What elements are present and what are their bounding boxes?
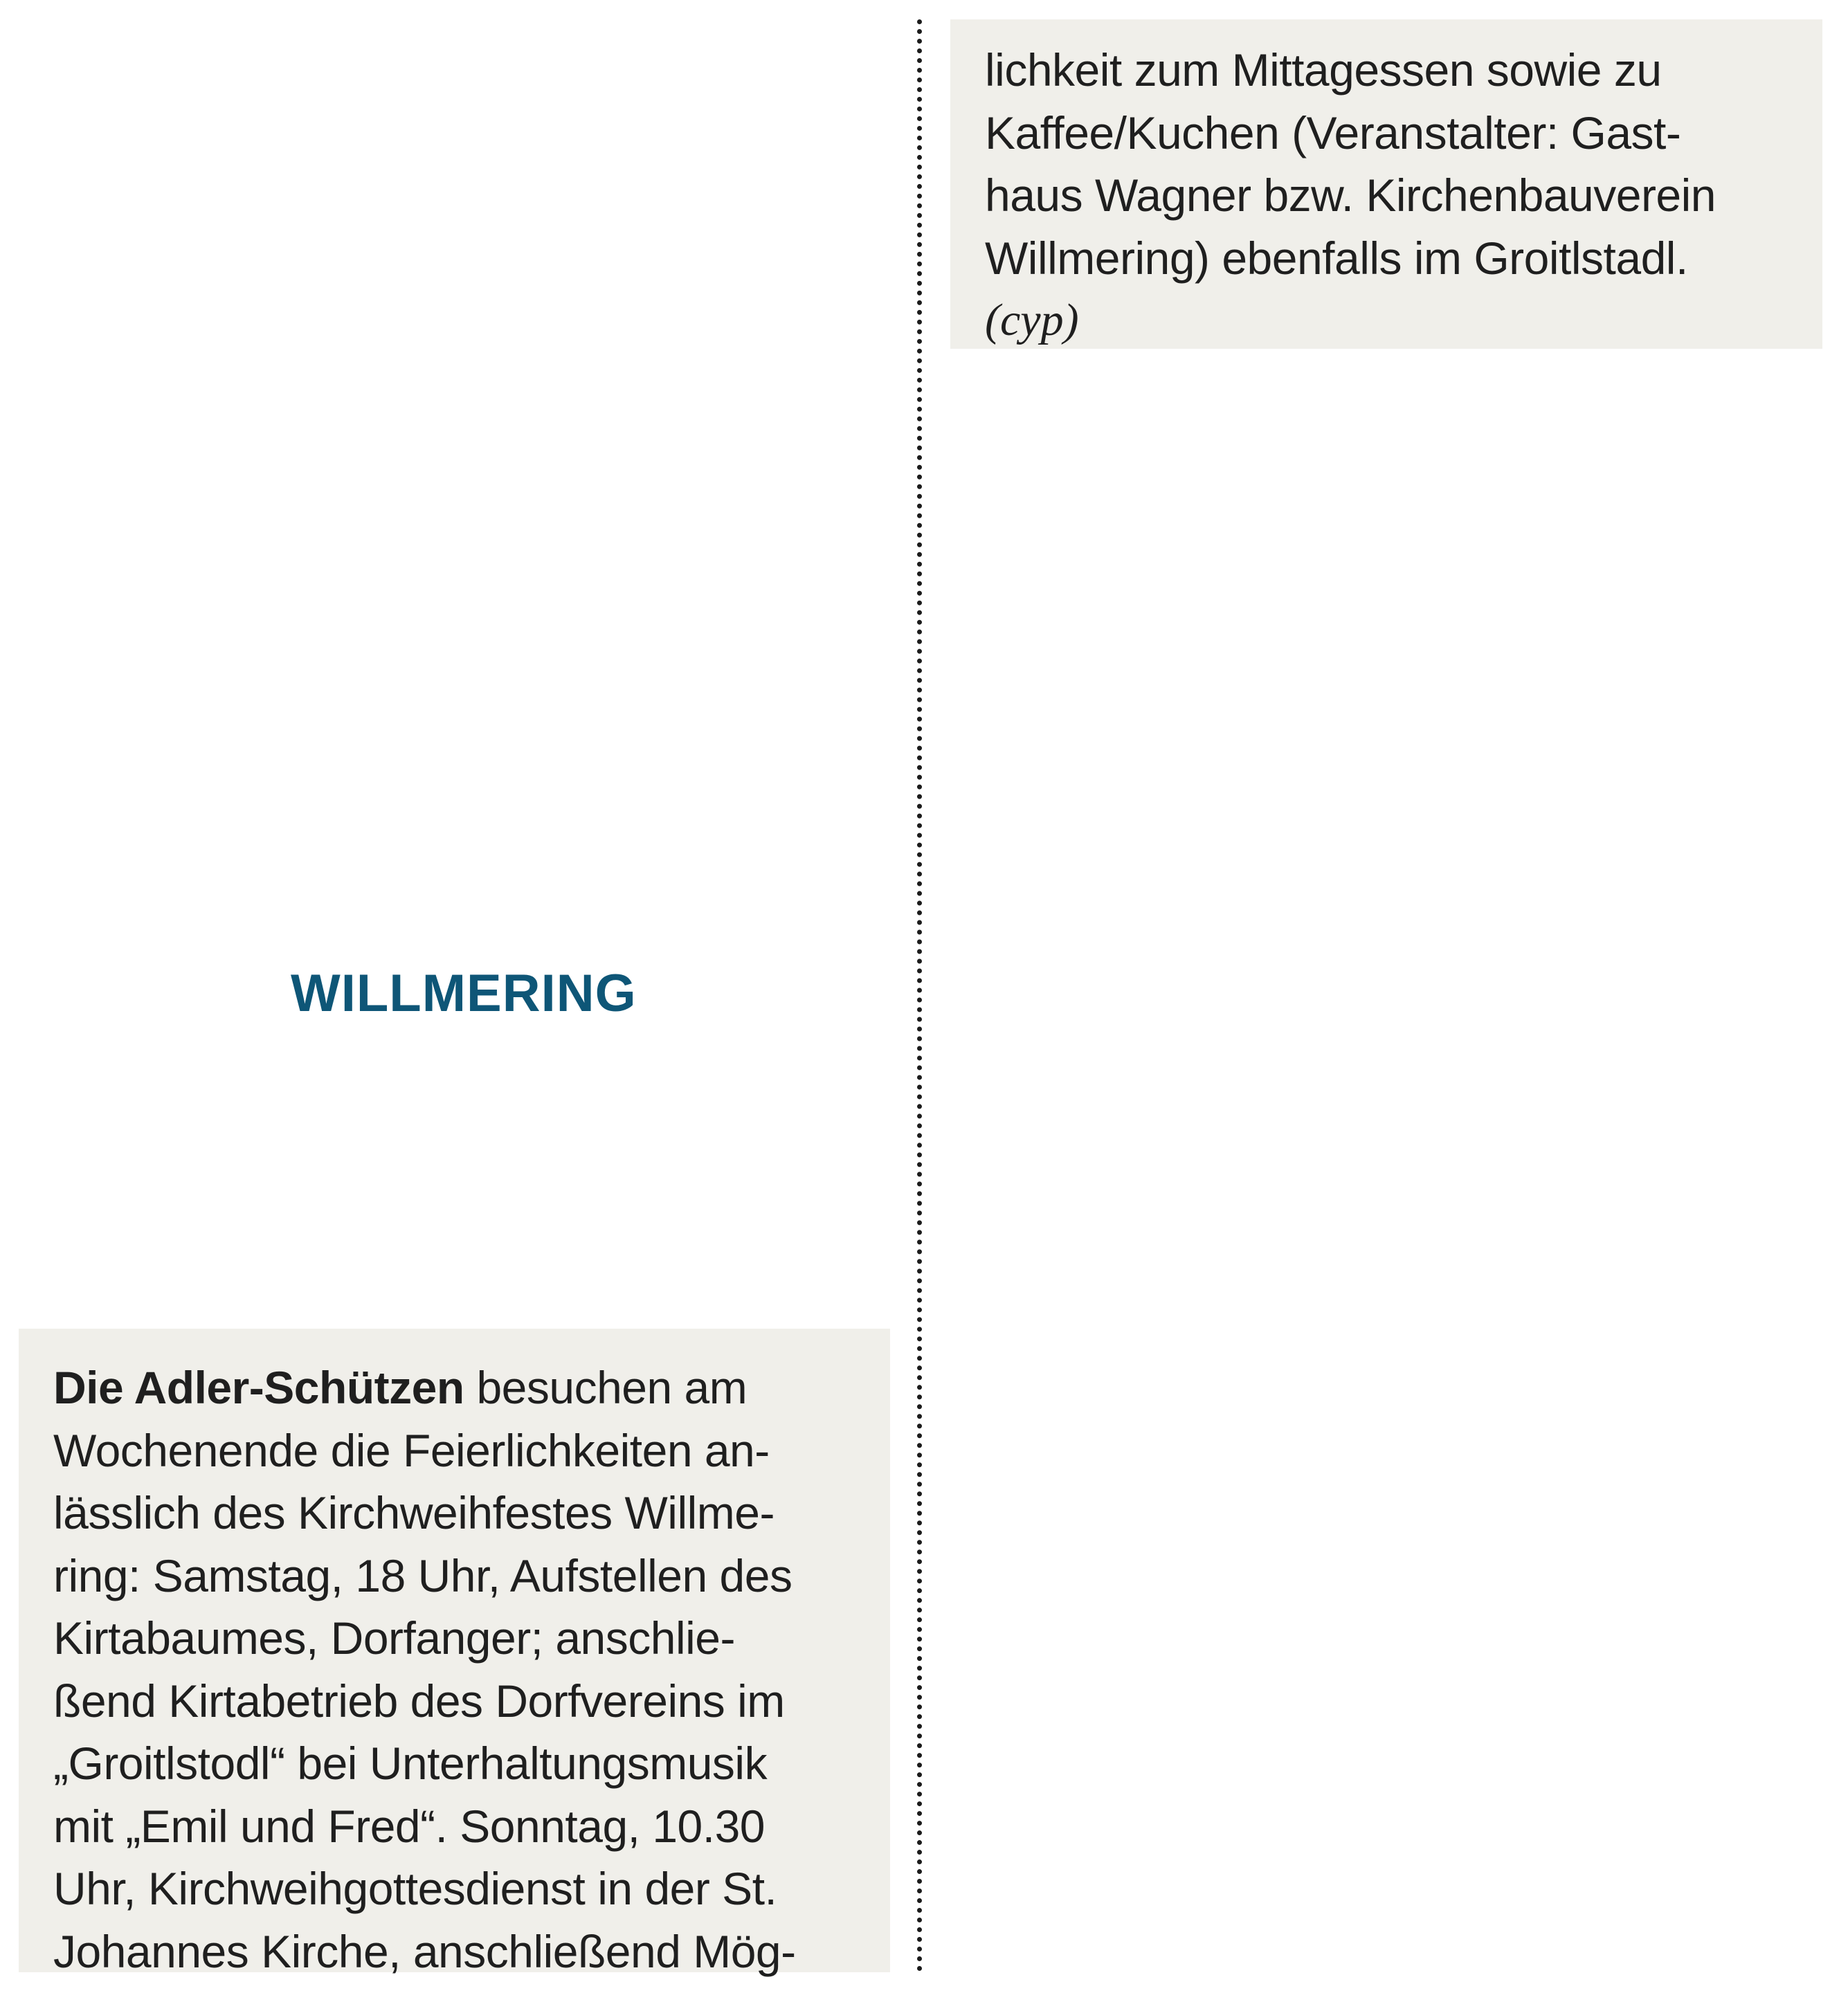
author-credit: (cyp) (985, 295, 1079, 345)
article-line: lässlich des Kirchweihfestes Willme- (53, 1487, 774, 1538)
article-line: Kaffee/Kuchen (Veranstalter: Gast- (985, 107, 1681, 158)
article-line: lichkeit zum Mittagessen sowie zu (985, 44, 1662, 95)
article-lead-bold: Die Adler-Schützen (53, 1362, 464, 1413)
article-line: Wochenende die Feierlichkeiten an- (53, 1424, 770, 1476)
article-line-text: besuchen am (464, 1362, 748, 1413)
article-line: Johannes Kirche, anschließend Mög- (53, 1925, 796, 1977)
article-line: Willmering) ebenfalls im Groitlstadl. (985, 232, 1688, 284)
article-line (53, 1356, 855, 1419)
article-line: „Groitlstodl“ bei Unterhaltungsmusik (53, 1738, 768, 1789)
article-line: mit „Emil und Fred“. Sonntag, 10.30 (53, 1800, 765, 1852)
section-heading: WILLMERING (291, 964, 637, 1023)
column-divider (917, 19, 922, 1972)
article-line: Uhr, Kirchweihgottesdienst in der St. (53, 1863, 777, 1914)
article-line: haus Wagner bzw. Kirchenbauverein (985, 170, 1716, 221)
article-line: Kirtabaumes, Dorfanger; anschlie- (53, 1612, 735, 1664)
article-line: ßend Kirtabetrieb des Dorfvereins im (53, 1675, 785, 1727)
article-box-right (950, 19, 1822, 349)
article-box-left (19, 1329, 890, 1977)
article-line: ring: Samstag, 18 Uhr, Aufstellen des (53, 1549, 792, 1601)
